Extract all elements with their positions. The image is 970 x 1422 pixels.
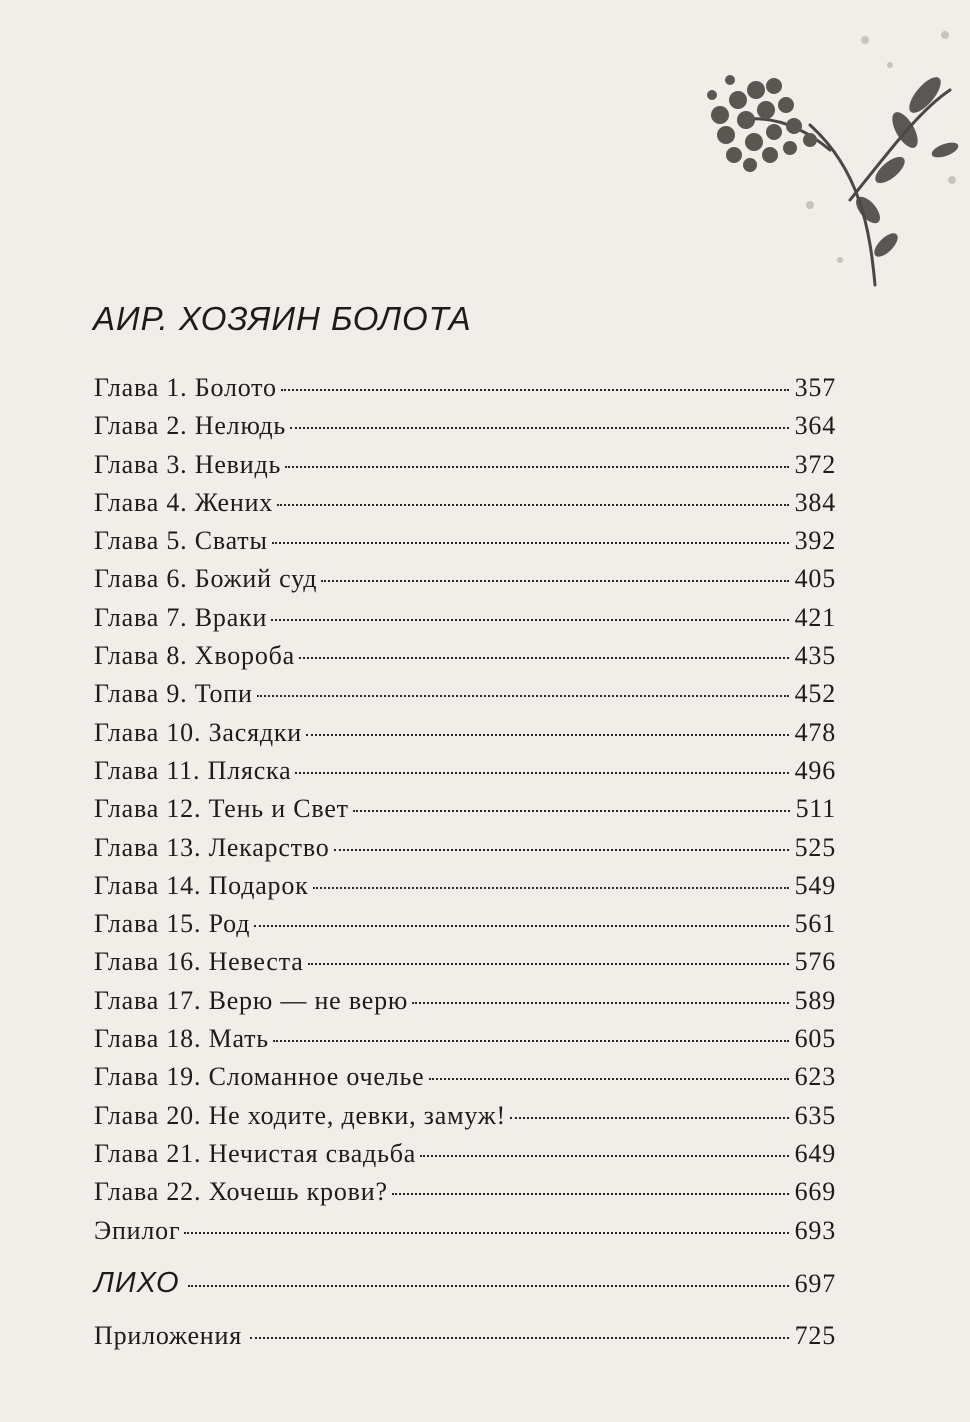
likho-label: ЛИХО xyxy=(94,1267,180,1299)
dot-leader xyxy=(277,504,788,506)
toc-entry[interactable] xyxy=(94,718,836,756)
dot-leader xyxy=(353,810,790,812)
page-number: 693 xyxy=(794,1215,836,1245)
page-number: 511 xyxy=(795,794,836,824)
toc-entry[interactable] xyxy=(94,1024,836,1062)
page-number: 392 xyxy=(794,526,836,556)
page-number: 496 xyxy=(794,755,836,785)
toc-entry[interactable] xyxy=(94,1139,836,1177)
chapter-title: Глава 12. Тень и Свет xyxy=(94,794,349,824)
dot-leader xyxy=(250,1337,789,1339)
dot-leader xyxy=(299,657,789,659)
toc-entry[interactable] xyxy=(94,526,836,564)
chapter-title: Глава 4. Жених xyxy=(94,487,274,517)
dot-leader xyxy=(254,925,788,927)
page-number: 649 xyxy=(794,1138,836,1168)
page-number: 364 xyxy=(794,411,836,441)
toc-entry[interactable] xyxy=(94,411,836,449)
toc-entry[interactable] xyxy=(94,373,836,411)
dot-leader xyxy=(420,1155,788,1157)
dot-leader xyxy=(313,887,789,889)
likho-page: 697 xyxy=(794,1269,836,1298)
chapter-title: Глава 6. Божий суд xyxy=(94,564,318,594)
page-number: 357 xyxy=(794,373,836,402)
toc-entry[interactable] xyxy=(94,947,836,985)
page-number: 525 xyxy=(794,832,836,862)
toc-entry-likho[interactable] xyxy=(94,1267,836,1300)
berry-branch-ornament xyxy=(690,20,970,290)
dot-leader xyxy=(188,1285,789,1287)
dot-leader xyxy=(257,695,789,697)
page-number: 576 xyxy=(794,947,836,977)
page-number: 372 xyxy=(794,449,836,479)
dot-leader xyxy=(306,734,789,736)
chapter-title: Глава 19. Сломанное очелье xyxy=(94,1062,425,1092)
appendix-page: 725 xyxy=(794,1321,836,1350)
toc-entry[interactable] xyxy=(94,794,836,832)
dot-leader xyxy=(281,389,789,391)
appendix-label: Приложения xyxy=(94,1321,242,1350)
chapter-title: Глава 21. Нечистая свадьба xyxy=(94,1138,417,1168)
page-number: 478 xyxy=(794,717,836,747)
page-number: 635 xyxy=(794,1100,836,1130)
dot-leader xyxy=(184,1232,788,1234)
chapter-title: Глава 22. Хочешь крови? xyxy=(94,1177,388,1207)
chapter-title: Глава 15. Род xyxy=(94,909,251,939)
part-title: АИР. ХОЗЯИН БОЛОТА xyxy=(93,300,472,337)
toc-entry[interactable] xyxy=(94,871,836,909)
dot-leader xyxy=(308,963,789,965)
toc-entry[interactable] xyxy=(94,641,836,679)
page-number: 561 xyxy=(794,909,836,939)
chapter-title: Глава 13. Лекарство xyxy=(94,832,330,862)
chapter-title: Глава 9. Топи xyxy=(94,679,253,709)
page-number: 452 xyxy=(794,679,836,709)
toc-entry[interactable] xyxy=(94,909,836,947)
toc-entry[interactable] xyxy=(94,450,836,488)
page-number: 405 xyxy=(794,564,836,594)
toc-entry[interactable] xyxy=(94,679,836,717)
berry-branch-icon xyxy=(690,20,970,290)
dot-leader xyxy=(272,542,789,544)
chapter-title: Глава 5. Сваты xyxy=(94,526,268,556)
toc-entry[interactable] xyxy=(94,756,836,794)
toc-entry[interactable] xyxy=(94,603,836,641)
dot-leader xyxy=(295,772,788,774)
toc-entry[interactable] xyxy=(94,833,836,871)
toc-entry[interactable] xyxy=(94,1177,836,1215)
chapter-title: Глава 3. Невидь xyxy=(94,449,282,479)
chapter-title: Глава 17. Верю — не верю xyxy=(94,985,409,1015)
dot-leader xyxy=(334,849,789,851)
chapter-title: Глава 2. Нелюдь xyxy=(94,411,287,441)
dot-leader xyxy=(290,427,789,429)
chapter-title: Глава 20. Не ходите, девки, замуж! xyxy=(94,1100,507,1130)
dot-leader xyxy=(510,1117,789,1119)
toc-entry-appendix[interactable] xyxy=(94,1321,836,1351)
page-number: 435 xyxy=(794,641,836,671)
page-number: 669 xyxy=(794,1177,836,1207)
chapter-title: Глава 8. Хвороба xyxy=(94,641,296,671)
dot-leader xyxy=(392,1193,789,1195)
toc-entry[interactable] xyxy=(94,1062,836,1100)
page-number: 605 xyxy=(794,1024,836,1054)
dot-leader xyxy=(285,466,788,468)
chapter-title: Эпилог xyxy=(94,1215,181,1245)
page-number: 589 xyxy=(794,985,836,1015)
page-number: 384 xyxy=(794,487,836,517)
dot-leader xyxy=(271,619,788,621)
dot-leader xyxy=(273,1040,789,1042)
page-number: 549 xyxy=(794,870,836,900)
toc-entry[interactable] xyxy=(94,488,836,526)
dot-leader xyxy=(412,1002,788,1004)
toc-entry[interactable] xyxy=(94,986,836,1024)
chapter-title: Глава 1. Болото xyxy=(94,373,277,402)
chapter-title: Глава 11. Пляска xyxy=(94,755,292,785)
dot-leader xyxy=(429,1078,789,1080)
dot-leader xyxy=(321,580,788,582)
chapter-title: Глава 7. Враки xyxy=(94,602,268,632)
chapter-title: Глава 14. Подарок xyxy=(94,870,309,900)
table-of-contents xyxy=(94,373,836,1254)
page-number: 623 xyxy=(794,1062,836,1092)
chapter-title: Глава 18. Мать xyxy=(94,1024,269,1054)
toc-entry[interactable] xyxy=(94,1216,836,1254)
toc-entry[interactable] xyxy=(94,1101,836,1139)
page-number: 421 xyxy=(794,602,836,632)
chapter-title: Глава 16. Невеста xyxy=(94,947,304,977)
toc-entry[interactable] xyxy=(94,564,836,602)
chapter-title: Глава 10. Засядки xyxy=(94,717,303,747)
